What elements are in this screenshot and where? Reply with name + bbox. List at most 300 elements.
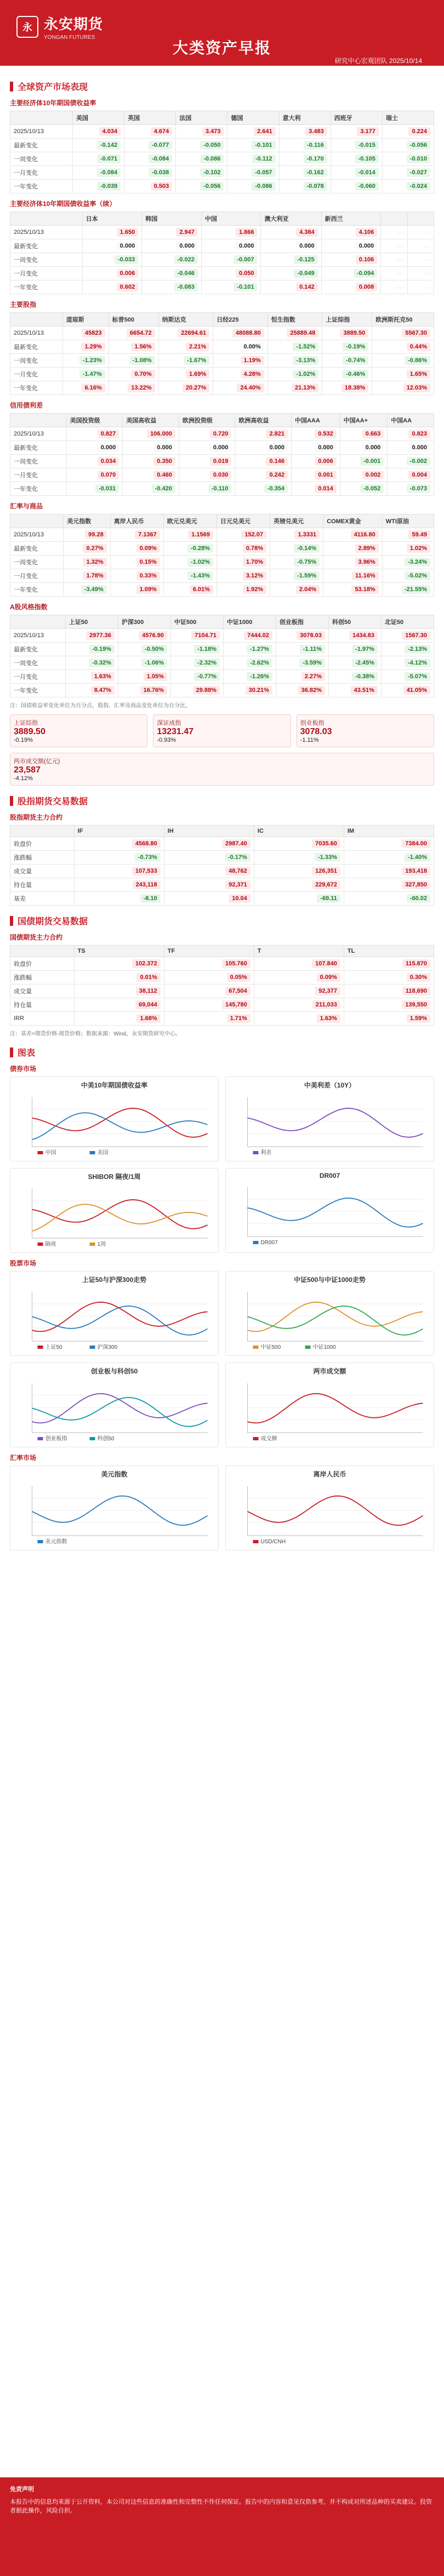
table-cell — [74, 865, 164, 878]
cell-value: 0.070 — [98, 471, 119, 479]
column-header — [10, 313, 63, 327]
table-cell — [254, 957, 344, 971]
table-cell — [344, 957, 434, 971]
cell-value: 3.12% — [243, 571, 266, 580]
cell-value: 1.71% — [227, 1014, 251, 1023]
row-label: 2025/10/13 — [10, 125, 73, 139]
cell-value: 4.106 — [356, 228, 378, 237]
table-cell — [388, 441, 434, 455]
cell-value: -0.094 — [354, 269, 377, 278]
table-cell — [179, 482, 235, 496]
cell-value: 0.000 — [176, 242, 198, 250]
table-cell — [118, 670, 170, 684]
cell-value: 1.05% — [144, 672, 167, 681]
table-cell — [164, 865, 254, 878]
table-row — [10, 998, 434, 1012]
column-header: 美国 — [73, 111, 124, 125]
cell-value: 0.350 — [153, 457, 175, 466]
section-charts — [10, 1046, 434, 1058]
table-cell — [118, 656, 170, 670]
column-header: 科创50 — [328, 615, 381, 629]
table-cell — [254, 998, 344, 1012]
cell-value: -0.083 — [174, 283, 198, 291]
table-cell — [407, 239, 434, 253]
cell-value: 1.63% — [91, 672, 115, 681]
bond-yields-table — [10, 111, 434, 193]
table-cell — [82, 267, 142, 281]
table-cell — [291, 468, 340, 482]
table-cell — [381, 629, 434, 643]
row-label: 一周变化 — [10, 152, 73, 166]
cell-value: -0.38% — [352, 672, 378, 681]
cell-value: -0.046 — [174, 269, 198, 278]
row-label: IRR — [10, 1012, 75, 1026]
table-cell — [110, 542, 163, 556]
table-cell — [118, 629, 170, 643]
table-cell — [407, 267, 434, 281]
row-label: 收盘价 — [10, 837, 75, 851]
cell-value: 3.96% — [355, 558, 379, 566]
cell-value: 67,504 — [225, 987, 251, 995]
table-cell — [323, 583, 383, 597]
legend-item — [90, 1241, 106, 1247]
cell-value: 2977.36 — [86, 631, 115, 640]
column-header: IC — [254, 826, 344, 837]
cell-value: 0.503 — [151, 182, 173, 191]
cell-value: -0.071 — [97, 154, 121, 163]
cell-value: -0.14% — [294, 544, 320, 553]
table-cell — [276, 643, 328, 656]
table-row — [10, 340, 434, 354]
table-cell — [328, 684, 381, 697]
table-cell — [235, 441, 292, 455]
table-cell — [381, 267, 407, 281]
table-cell — [73, 166, 124, 180]
cell-value: 0.014 — [315, 484, 337, 493]
cell-value: 1.02% — [407, 544, 430, 553]
cell-value: 92,377 — [315, 987, 340, 995]
cell-value: 0.002 — [362, 471, 384, 479]
table-cell — [163, 583, 217, 597]
table-cell — [142, 239, 202, 253]
table-cell — [66, 455, 123, 468]
legend-swatch — [253, 1540, 259, 1543]
cell-value: 0.050 — [236, 269, 258, 278]
table-cell — [142, 226, 202, 239]
table-cell — [270, 569, 323, 583]
cell-value: -2.62% — [247, 659, 272, 667]
table-cell — [73, 125, 124, 139]
table-cell — [110, 556, 163, 569]
row-label: 最新变化 — [10, 542, 64, 556]
table-cell — [201, 239, 261, 253]
table-cell — [276, 629, 328, 643]
cell-value: 0.44% — [407, 342, 430, 351]
cell-value: -0.060 — [355, 182, 379, 191]
cell-value: 2.21% — [186, 342, 209, 351]
cell-value: -1.40% — [405, 853, 430, 862]
cell-value: 0.000 — [153, 443, 175, 452]
cell-value: -1.52% — [293, 342, 318, 351]
cell-value: -1.18% — [194, 645, 220, 654]
cell-value: -0.86% — [405, 356, 430, 365]
table-cell — [291, 427, 340, 441]
table-cell — [170, 643, 223, 656]
cell-value: 1.59% — [407, 1014, 430, 1023]
cell-value: -0.105 — [355, 154, 379, 163]
row-label: 一周变化 — [10, 556, 64, 569]
table-cell — [62, 381, 109, 395]
table-row — [10, 381, 434, 395]
table-cell — [381, 684, 434, 697]
table-cell — [164, 1012, 254, 1026]
row-label: 一年变化 — [10, 684, 66, 697]
legend-label: 创业板指 — [45, 1436, 67, 1442]
cell-value: 1.56% — [131, 342, 155, 351]
cell-value: -0.027 — [407, 168, 430, 177]
brand-en: YONGAN FUTURES — [44, 35, 95, 41]
column-header: 英国 — [124, 111, 176, 125]
cell-value: 0.030 — [210, 471, 232, 479]
legend-label: USD/CNH — [260, 1539, 286, 1545]
page-title: 大类资产早报 — [172, 39, 271, 56]
table-header-row — [10, 414, 434, 427]
cell-value: 7444.02 — [244, 631, 272, 640]
column-header: 德国 — [227, 111, 279, 125]
table-row — [10, 670, 434, 684]
column-header: TF — [164, 946, 254, 957]
table-cell — [235, 427, 292, 441]
row-label: 涨跌幅 — [10, 971, 75, 984]
cell-value: 48,762 — [225, 867, 251, 875]
cell-value: 4.034 — [99, 127, 121, 136]
cell-value: -0.038 — [149, 168, 172, 177]
table-row — [10, 125, 434, 139]
table-row — [10, 482, 434, 496]
row-label: 一周变化 — [10, 253, 83, 267]
table-cell — [217, 583, 270, 597]
table-cell — [217, 569, 270, 583]
table-cell — [381, 643, 434, 656]
bond-futures-wrap — [10, 932, 434, 1026]
table-cell — [381, 656, 434, 670]
table-header-row — [10, 826, 434, 837]
cell-value: 30.21% — [246, 686, 272, 695]
table-cell — [382, 569, 434, 583]
cell-value: 0.460 — [153, 471, 175, 479]
stock-3-chart-title: 两市成交额 — [313, 1367, 346, 1375]
cell-value: -0.031 — [95, 484, 119, 493]
cell-value: -0.056 — [200, 182, 224, 191]
table-cell — [124, 125, 176, 139]
table-cell — [142, 267, 202, 281]
kpi-value: 3078.03 — [300, 727, 332, 736]
table-cell — [109, 381, 158, 395]
cell-value: 0.532 — [315, 430, 337, 438]
table-row — [10, 281, 434, 294]
cell-value: -0.116 — [304, 141, 327, 150]
cell-value: 2987.40 — [222, 839, 251, 848]
cell-value: 1.68% — [136, 1014, 160, 1023]
cell-value: -0.050 — [200, 141, 224, 150]
table-cell — [64, 583, 110, 597]
cell-value: 118,690 — [402, 987, 430, 995]
table-row — [10, 865, 434, 878]
stock-2-chart-svg — [14, 1378, 215, 1444]
column-header: 美元指数 — [64, 514, 110, 528]
series-line — [32, 1204, 208, 1231]
table-cell — [279, 125, 331, 139]
cell-value — [397, 232, 404, 234]
cell-value: 0.09% — [136, 544, 160, 553]
table-cell — [158, 368, 213, 381]
global-equities-table-title: 主要股指 — [10, 301, 37, 308]
table-cell — [65, 643, 118, 656]
cell-value: -0.162 — [304, 168, 327, 177]
cell-value: 0.006 — [315, 457, 337, 466]
table-cell — [74, 878, 164, 892]
cell-value: 0.823 — [408, 430, 430, 438]
fx-0-chart-svg — [14, 1481, 215, 1547]
table-cell — [381, 670, 434, 684]
column-header: 法国 — [176, 111, 227, 125]
cell-value: -2.45% — [352, 659, 378, 667]
cell-value: 6.01% — [190, 585, 213, 594]
cell-value: 7384.00 — [402, 839, 430, 848]
legend-label: 成交额 — [260, 1436, 277, 1442]
cell-value: 4.28% — [241, 370, 264, 379]
cell-value: 106.000 — [147, 430, 175, 438]
cell-value — [397, 259, 404, 261]
table-cell — [74, 984, 164, 998]
legend-label: 科创50 — [97, 1436, 115, 1442]
table-cell — [82, 226, 142, 239]
table-cell — [170, 629, 223, 643]
cell-value — [424, 273, 430, 275]
table-cell — [388, 455, 434, 468]
table-cell — [163, 528, 217, 542]
cell-value: -3.24% — [405, 558, 430, 566]
column-header: 意大利 — [279, 111, 331, 125]
cell-value: 0.33% — [136, 571, 160, 580]
kpi-delta: -1.11% — [300, 737, 319, 743]
table-cell — [109, 327, 158, 340]
cell-value: -5.07% — [405, 672, 430, 681]
table-cell — [170, 670, 223, 684]
cell-value: -0.022 — [174, 255, 198, 264]
table-row — [10, 152, 434, 166]
table-cell — [65, 670, 118, 684]
row-label: 2025/10/13 — [10, 327, 63, 340]
table-cell — [65, 684, 118, 697]
stock-futures-wrap — [10, 812, 434, 906]
cell-value: -0.77% — [194, 672, 220, 681]
table-cell — [323, 528, 383, 542]
table-cell — [163, 542, 217, 556]
table-cell — [331, 139, 382, 152]
cell-value: 4576.90 — [139, 631, 167, 640]
table-cell — [382, 139, 434, 152]
table-row — [10, 957, 434, 971]
cell-value: 2.947 — [176, 228, 198, 237]
table-cell — [65, 629, 118, 643]
stock-3-chart-svg — [229, 1378, 430, 1444]
cell-value: 0.224 — [408, 127, 430, 136]
legend-item — [38, 1240, 56, 1247]
cell-value: 0.000 — [98, 443, 119, 452]
cell-value: -0.46% — [343, 370, 368, 379]
legend-label: 沪深300 — [97, 1344, 118, 1350]
bond-2-chart-title: SHIBOR 隔夜/1周 — [88, 1173, 141, 1181]
bond-yields-table-2-title: 主要经济体10年期国债收益率（续） — [10, 200, 116, 208]
cell-value: 327,850 — [402, 880, 430, 889]
row-label: 一月变化 — [10, 166, 73, 180]
cell-value: -0.125 — [294, 255, 317, 264]
chart-axes — [32, 1486, 208, 1536]
table-cell — [372, 340, 434, 354]
row-label: 2025/10/13 — [10, 629, 66, 643]
table-cell — [331, 125, 382, 139]
table-cell — [64, 542, 110, 556]
table-cell — [235, 482, 292, 496]
table-cell — [164, 998, 254, 1012]
table-cell — [328, 629, 381, 643]
row-label: 一年变化 — [10, 583, 64, 597]
column-header: 日元兑美元 — [217, 514, 270, 528]
section-accent-bar — [10, 1047, 13, 1057]
a-share-style-table-wrap — [10, 602, 434, 697]
stock-charts-grid — [10, 1271, 434, 1447]
row-label: 一月变化 — [10, 670, 66, 684]
fx-1-chart-svg — [229, 1481, 430, 1547]
cell-value: -0.19% — [343, 342, 368, 351]
table-cell — [322, 327, 372, 340]
series-line — [32, 1113, 208, 1140]
table-cell — [381, 281, 407, 294]
stock-0-chart — [10, 1271, 219, 1356]
column-header: 瑞士 — [382, 111, 434, 125]
table-cell — [118, 643, 170, 656]
table-cell — [407, 281, 434, 294]
table-cell — [82, 281, 142, 294]
legend-label: DR007 — [260, 1240, 278, 1246]
kpi-card — [297, 714, 434, 747]
table-cell — [344, 851, 434, 865]
column-header: 中国AAA — [291, 414, 340, 427]
table-cell — [163, 569, 217, 583]
bond-market-subhead: 债券市场 — [10, 1065, 37, 1073]
kpi-card — [10, 714, 147, 747]
bond-1-chart — [225, 1077, 434, 1161]
table-row — [10, 368, 434, 381]
table-cell — [254, 971, 344, 984]
table-row — [10, 455, 434, 468]
table-cell — [254, 878, 344, 892]
table-cell — [158, 327, 213, 340]
table-cell — [322, 340, 372, 354]
legend-item — [90, 1343, 118, 1350]
table-row — [10, 569, 434, 583]
cell-value: -1.11% — [300, 645, 325, 654]
table-cell — [74, 957, 164, 971]
cell-value: -0.010 — [407, 154, 430, 163]
cell-value: 0.000 — [362, 443, 384, 452]
cell-value: 145,780 — [222, 1000, 251, 1009]
table-cell — [82, 253, 142, 267]
fx-charts-grid — [10, 1466, 434, 1550]
bond-2-chart — [10, 1168, 219, 1253]
cell-value: -0.024 — [407, 182, 430, 191]
cell-value: 1.78% — [83, 571, 106, 580]
table-cell — [328, 670, 381, 684]
cell-value: 1.70% — [243, 558, 266, 566]
cell-value: -1.23% — [79, 356, 105, 365]
section-stock-futures — [10, 794, 434, 807]
cell-value: 4116.80 — [351, 530, 379, 539]
legend-swatch — [38, 1151, 43, 1154]
series-line — [248, 1198, 423, 1227]
table-header-row — [10, 946, 434, 957]
column-header: 欧洲高收益 — [235, 414, 292, 427]
legend-label: 中证1000 — [312, 1344, 336, 1350]
cell-value: 3.473 — [202, 127, 224, 136]
section-title-text: 股指期货交易数据 — [18, 797, 88, 806]
cell-value: -3.59% — [299, 659, 325, 667]
table-cell — [340, 455, 387, 468]
series-line — [32, 1394, 208, 1423]
table-cell — [254, 837, 344, 851]
table-cell — [291, 482, 340, 496]
fx-commodities-table-title: 汇率与商品 — [10, 502, 43, 510]
cell-value: -1.33% — [315, 853, 340, 862]
table-cell — [227, 166, 279, 180]
cell-value: 92,371 — [225, 880, 251, 889]
cell-value: -1.43% — [187, 571, 213, 580]
cell-value: -1.06% — [141, 659, 167, 667]
row-label: 一月变化 — [10, 569, 64, 583]
table-cell — [74, 892, 164, 906]
table-cell — [382, 125, 434, 139]
cell-value: -2.32% — [194, 659, 220, 667]
legend-item — [305, 1343, 337, 1350]
cell-value: 0.146 — [266, 457, 288, 466]
kpi-delta: -0.93% — [157, 737, 177, 743]
cell-value: 4.674 — [151, 127, 173, 136]
legend-item — [90, 1435, 115, 1442]
table-cell — [110, 569, 163, 583]
table-cell — [267, 381, 322, 395]
cell-value: 69,044 — [135, 1000, 161, 1009]
row-label: 一月变化 — [10, 368, 63, 381]
cell-value: -60.02 — [407, 894, 430, 903]
cell-value: 41.05% — [403, 686, 430, 695]
bond-futures-title: 国债期货主力合约 — [10, 934, 63, 941]
table-row — [10, 166, 434, 180]
cell-value: 1.09% — [136, 585, 160, 594]
legend-item — [38, 1435, 67, 1442]
table-cell — [388, 427, 434, 441]
table-row — [10, 1012, 434, 1026]
cell-value: -0.50% — [141, 645, 167, 654]
table-cell — [382, 556, 434, 569]
cell-value: 4.384 — [296, 228, 318, 237]
table-cell — [328, 656, 381, 670]
kpi-value: 3889.50 — [14, 727, 45, 736]
table-cell — [261, 267, 321, 281]
stock-1-chart-svg — [229, 1286, 430, 1352]
table-cell — [217, 556, 270, 569]
row-label: 持仓量 — [10, 878, 75, 892]
